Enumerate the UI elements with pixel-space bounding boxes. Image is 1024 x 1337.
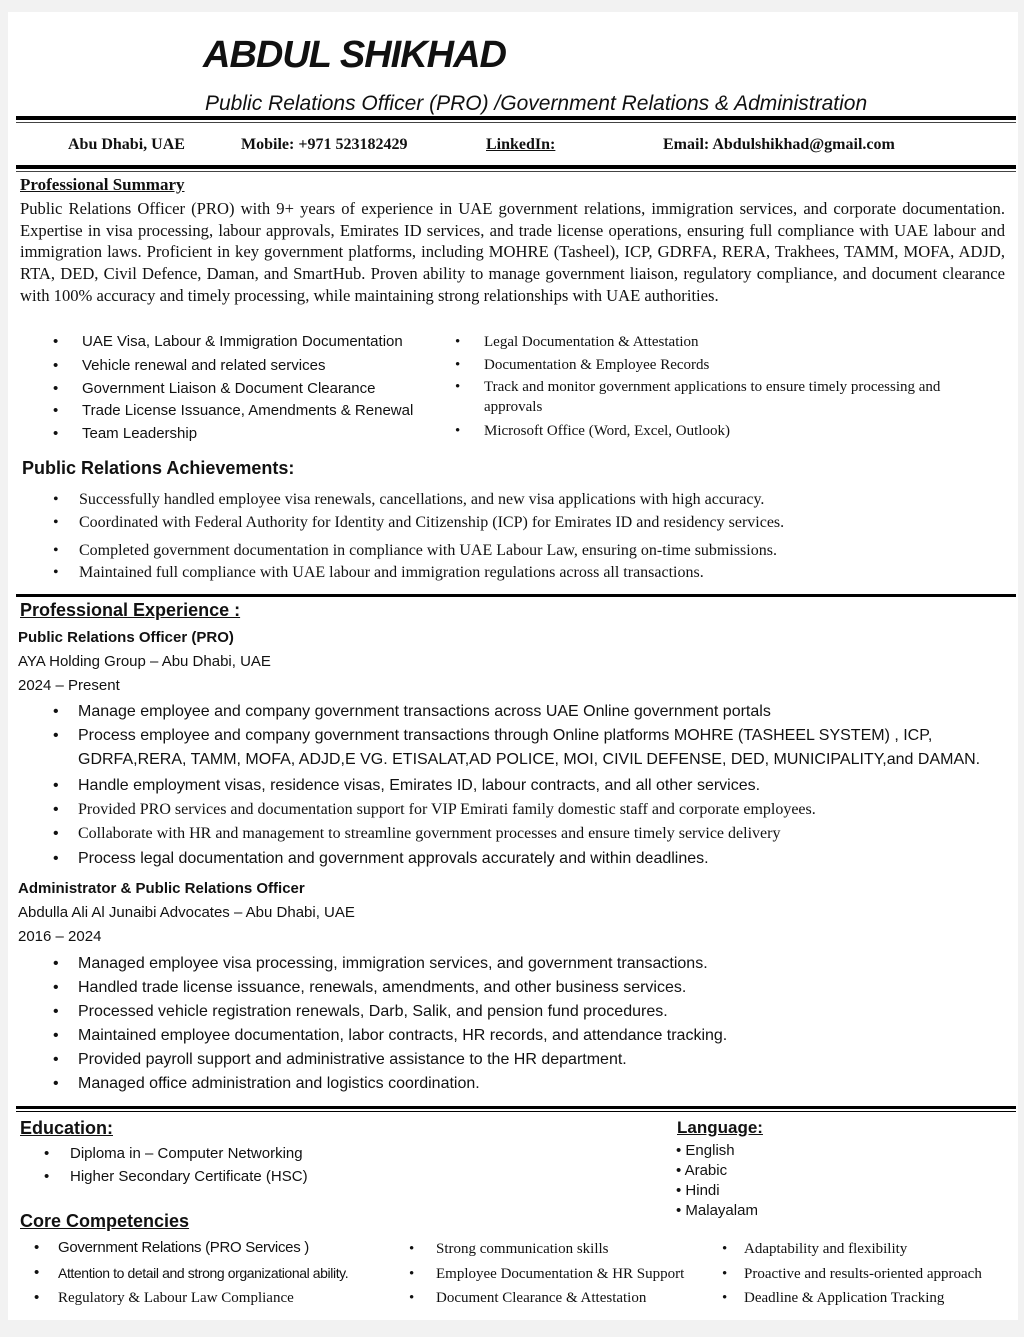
language-item: • Arabic [676,1162,728,1179]
skill-item: UAE Visa, Labour & Immigration Documentation [82,333,403,350]
competency-item: Document Clearance & Attestation [436,1290,647,1306]
competency-item: Deadline & Application Tracking [744,1290,945,1306]
bullet: • [455,357,461,373]
job-dates: 2024 – Present [18,677,120,694]
divider [16,171,1016,172]
section-heading-education: Education: [20,1118,113,1138]
skill-item: Government Liaison & Document Clearance [82,380,376,397]
skill-item: Team Leadership [82,425,198,442]
skill-item: Legal Documentation & Attestation [484,334,699,350]
divider [16,594,1016,597]
bullet: • [53,825,59,842]
bullet: • [44,1168,50,1185]
bullet: • [53,1027,59,1044]
skill-item: Track and monitor government applications to ensure timely processing and approvals [484,379,941,415]
bullet: • [53,850,59,867]
resume-page [8,12,1018,1320]
bullet: • [53,703,59,720]
bullet: • [53,491,59,508]
bullet: • [455,334,461,350]
duty-item: Process employee and company government transactions through Online platforms MOHRE (TASHEEL SYSTEM) , ICP, [78,727,933,744]
divider [16,1111,1016,1112]
bullet: • [34,1289,40,1306]
bullet: • [34,1239,40,1256]
duty-item: Provided PRO services and documentation support for VIP Emirati family domestic staff and corporate employees. [78,801,816,818]
section-heading-language: Language: [677,1118,763,1137]
duty-item: Handle employment visas, residence visas, Emirates ID, labour contracts, and all other services. [78,777,761,794]
bullet: • [53,1051,59,1068]
bullet: • [53,425,59,442]
summary-text: Public Relations Officer (PRO) with 9+ years of experience in UAE government relations, immigration services, and corporate documentation. Expertise in visa processing, labour approvals, Emirates ID services, and trade license operations, ensuring full compliance with UAE labour and immigration laws. Proficient in key government platforms, including MOHRE (Tasheel), ICP, GDRFA, RERA, Trakhees, TAMM, MOFA, ADJD, RTA, DED, Civil Defence, Daman, and SmartHub. Proven ability to manage government liaison, regulatory compliance, and document clearance with 100% accuracy and timely processing, while maintaining strong relationships with UAE authorities. [20,199,1005,305]
section-heading-competencies: Core Competencies [20,1211,190,1231]
divider [16,116,1016,120]
bullet: • [34,1264,40,1281]
bullet: • [53,777,59,794]
bullet: • [53,542,59,559]
competency-item: Attention to detail and strong organizational ability. [58,1265,349,1281]
duty-item: Managed office administration and logistics coordination. [78,1075,480,1092]
bullet: • [53,727,59,744]
duty-item: Provided payroll support and administrative assistance to the HR department. [78,1051,627,1068]
competency-item: Employee Documentation & HR Support [436,1266,685,1282]
bullet: • [455,379,461,395]
section-heading-achievements: Public Relations Achievements: [22,458,295,478]
bullet: • [409,1266,415,1282]
job-title: Administrator & Public Relations Officer [18,880,305,897]
duty-item: Managed employee visa processing, immigration services, and government transactions. [78,955,708,972]
bullet: • [722,1266,728,1282]
bullet: • [409,1290,415,1306]
job-company: AYA Holding Group – Abu Dhabi, UAE [18,653,271,670]
divider [16,165,1016,169]
competency-item: Adaptability and flexibility [744,1241,908,1257]
skill-item: Documentation & Employee Records [484,357,710,373]
candidate-title: Public Relations Officer (PRO) /Government Relations & Administration [205,92,868,115]
education-item: Diploma in – Computer Networking [70,1145,303,1162]
bullet: • [44,1145,50,1162]
skill-item: Vehicle renewal and related services [82,357,326,374]
skill-item: Trade License Issuance, Amendments & Renewal [82,402,414,419]
bullet: • [455,423,461,439]
bullet: • [53,357,59,374]
bullet: • [53,402,59,419]
section-heading-experience: Professional Experience : [20,600,241,620]
competency-item: Government Relations (PRO Services ) [58,1239,309,1256]
language-item: • Malayalam [676,1202,758,1219]
bullet: • [53,333,59,350]
job-company: Abdulla Ali Al Junaibi Advocates – Abu Dhabi, UAE [18,904,355,921]
job-dates: 2016 – 2024 [18,928,102,945]
job-title: Public Relations Officer (PRO) [18,629,234,646]
bullet: • [53,955,59,972]
duty-item: Manage employee and company government transactions across UAE Online government portals [78,703,771,720]
education-item: Higher Secondary Certificate (HSC) [70,1168,308,1185]
bullet: • [53,380,59,397]
achievement-item: Maintained full compliance with UAE labour and immigration regulations across all transactions. [79,564,704,581]
competency-item: Strong communication skills [436,1241,609,1257]
achievement-item: Completed government documentation in compliance with UAE Labour Law, ensuring on-time submissions. [79,542,777,559]
bullet: • [53,979,59,996]
bullet: • [53,514,59,531]
duty-item: Processed vehicle registration renewals, Darb, Salik, and pension fund procedures. [78,1003,668,1020]
language-name: Arabic [684,1162,728,1179]
competency-item: Proactive and results-oriented approach [744,1266,982,1282]
duty-item: Maintained employee documentation, labor contracts, HR records, and attendance tracking. [78,1027,728,1044]
language-item: • Hindi [676,1182,720,1199]
candidate-name: ABDUL SHIKHAD [203,34,506,76]
language-name: English [685,1142,735,1159]
duty-item: Collaborate with HR and management to streamline government processes and ensure timely service delivery [78,825,781,842]
bullet: • [409,1241,415,1257]
language-name: Malayalam [685,1202,758,1219]
linkedin-link[interactable]: LinkedIn: [486,136,556,153]
duty-item: Handled trade license issuance, renewals, amendments, and other business services. [78,979,687,996]
bullet: • [722,1241,728,1257]
duty-item: Process legal documentation and government approvals accurately and within deadlines. [78,850,709,867]
divider [16,1106,1016,1109]
achievement-item: Coordinated with Federal Authority for Identity and Citizenship (ICP) for Emirates ID and residency services. [79,514,785,531]
bullet: • [53,564,59,581]
location: Abu Dhabi, UAE [68,136,185,153]
bullet: • [53,1075,59,1092]
skill-item: Microsoft Office (Word, Excel, Outlook) [484,423,730,439]
section-heading-summary: Professional Summary [20,175,185,194]
divider [16,122,1016,123]
email[interactable]: Email: Abdulshikhad@gmail.com [663,136,895,153]
language-name: Hindi [685,1182,720,1199]
duty-item: GDRFA,RERA, TAMM, MOFA, ADJD,E VG. ETISALAT,AD POLICE, MOI, CIVIL DEFENSE, DED, MUNICIPALITY,and DAMAN. [78,751,981,768]
mobile: Mobile: +971 523182429 [241,136,408,153]
competency-item: Regulatory & Labour Law Compliance [58,1290,294,1306]
achievement-item: Successfully handled employee visa renewals, cancellations, and new visa applications with high accuracy. [79,491,765,508]
bullet: • [53,1003,59,1020]
language-item: • English [676,1142,735,1159]
bullet: • [53,801,59,818]
bullet: • [722,1290,728,1306]
